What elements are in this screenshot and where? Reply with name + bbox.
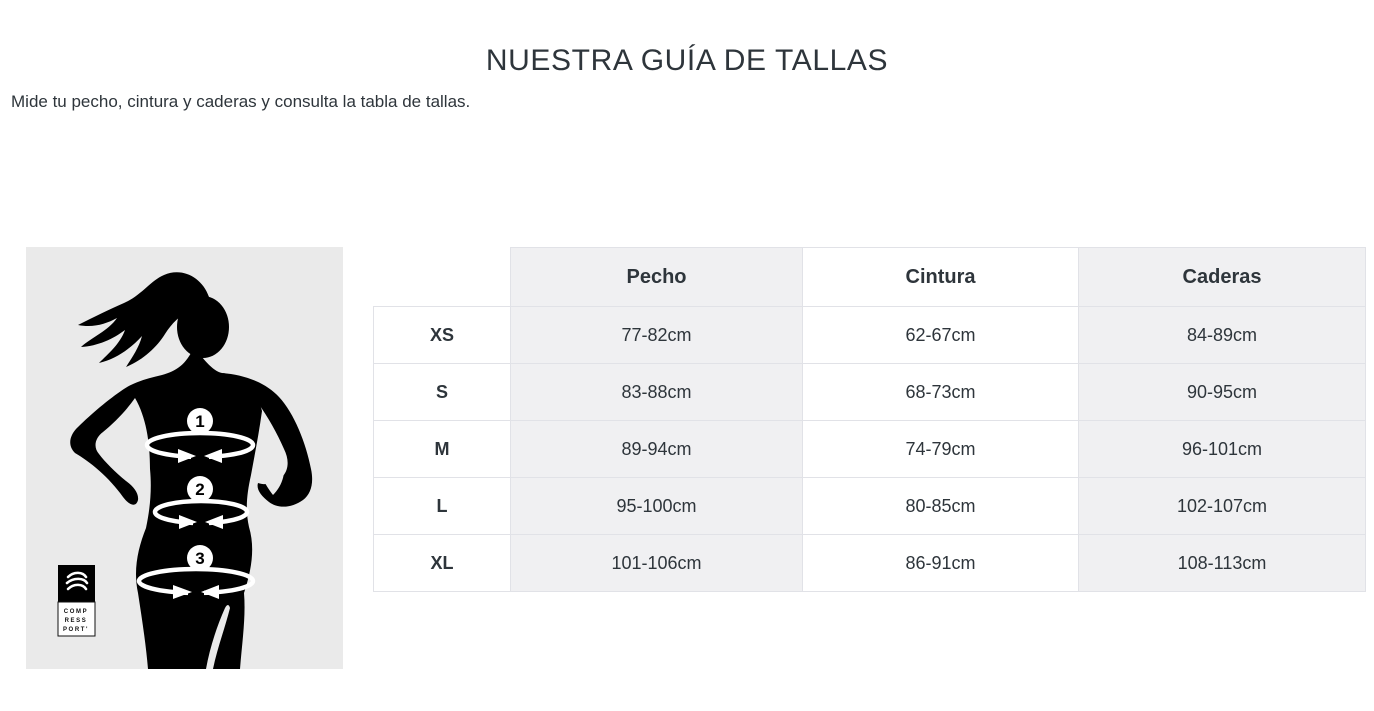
caderas-value: 96-101cm [1079,421,1366,478]
pecho-value: 95-100cm [511,478,803,535]
size-label: S [374,364,511,421]
table-row-l [374,478,1366,535]
size-label: M [374,421,511,478]
caderas-value: 108-113cm [1079,535,1366,592]
cintura-value: 62-67cm [803,307,1079,364]
caderas-value: 84-89cm [1079,307,1366,364]
cintura-value: 80-85cm [803,478,1079,535]
badge-2-number: 2 [195,480,205,499]
size-table-header-row [374,248,1366,307]
measurement-figure-panel [26,247,343,669]
runner-body-silhouette [70,347,262,669]
pecho-value: 77-82cm [511,307,803,364]
column-header-caderas: Caderas [1079,248,1366,307]
size-table [373,247,1366,592]
logo-text-line-2: RESS [64,618,88,624]
cintura-value: 74-79cm [803,421,1079,478]
badge-1-number: 1 [195,412,205,431]
column-header-cintura: Cintura [803,248,1079,307]
size-label: XS [374,307,511,364]
table-row-xl [374,535,1366,592]
table-row-s [374,364,1366,421]
measure-badge-3 [187,545,213,571]
pecho-value: 89-94cm [511,421,803,478]
cintura-value: 68-73cm [803,364,1079,421]
caderas-value: 102-107cm [1079,478,1366,535]
pecho-value: 101-106cm [511,535,803,592]
cintura-value: 86-91cm [803,535,1079,592]
column-header-pecho: Pecho [511,248,803,307]
pecho-value: 83-88cm [511,364,803,421]
page-subtitle: Mide tu pecho, cintura y caderas y consulta la tabla de tallas. [11,92,471,111]
logo-text-line-1: COMP [63,609,89,615]
caderas-value: 90-95cm [1079,364,1366,421]
table-row-m [374,421,1366,478]
head-shape [177,296,229,358]
table-row-xs [374,307,1366,364]
badge-3-number: 3 [195,549,205,568]
runner-measurement-illustration [26,247,343,669]
page-title: NUESTRA GUÍA DE TALLAS [485,44,889,77]
logo-text-line-3: PORT' [62,627,90,633]
measure-badge-1 [187,408,213,434]
size-label: L [374,478,511,535]
size-label: XL [374,535,511,592]
size-table-corner-cell [374,248,511,307]
measure-badge-2 [187,476,213,502]
compressport-logo [58,565,95,636]
